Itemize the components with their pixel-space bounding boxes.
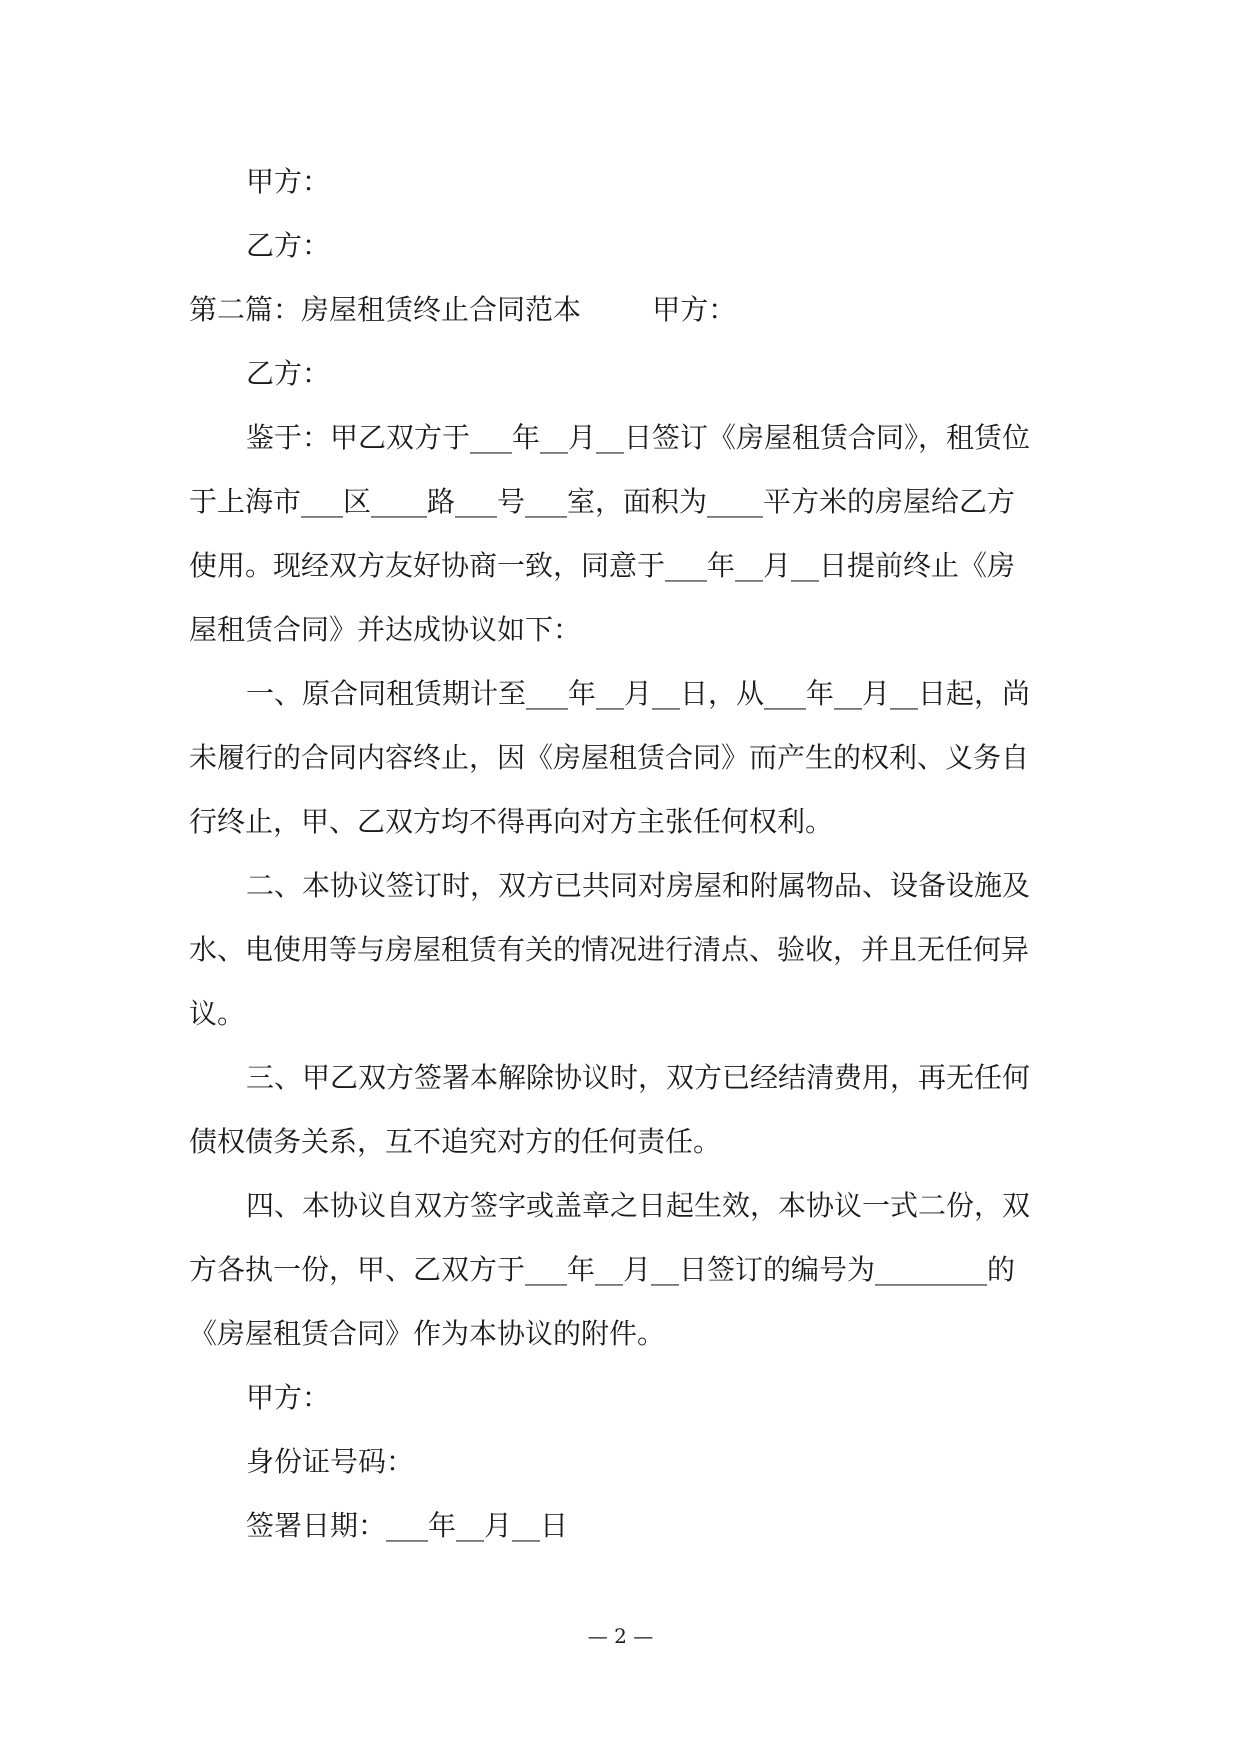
signing-date-label: 签署日期：___年__月__日 (246, 1509, 569, 1542)
clause-1-line-2: 未履行的合同内容终止，因《房屋租赁合同》而产生的权利、义务自 (189, 741, 1030, 774)
clause-4-line-3: 《房屋租赁合同》作为本协议的附件。 (189, 1317, 666, 1350)
clause-2-line-1: 二、本协议签订时，双方已共同对房屋和附属物品、设备设施及 (246, 869, 1031, 902)
clause-4-line-2: 方各执一份，甲、乙双方于___年__月__日签订的编号为________的 (189, 1253, 1016, 1286)
preamble-line-3: 使用。现经双方友好协商一致，同意于___年__月__日提前终止《房 (189, 549, 1016, 582)
clause-1-line-1: 一、原合同租赁期计至___年__月__日，从___年__月__日起，尚 (246, 677, 1031, 710)
party-b-label-top: 乙方： (246, 229, 331, 262)
preamble-line-4: 屋租赁合同》并达成协议如下： (189, 613, 582, 646)
party-a-label-top: 甲方： (246, 165, 331, 198)
clause-2-line-3: 议。 (189, 997, 246, 1030)
clause-1-line-3: 行终止，甲、乙双方均不得再向对方主张任何权利。 (189, 805, 834, 838)
id-number-label: 身份证号码： (246, 1445, 415, 1478)
preamble-line-1: 鉴于：甲乙双方于___年__月__日签订《房屋租赁合同》，租赁位 (246, 421, 1031, 454)
clause-2-line-2: 水、电使用等与房屋租赁有关的情况进行清点、验收，并且无任何异 (189, 933, 1030, 966)
page-number: — 2 — (587, 1624, 654, 1648)
clause-3-line-1: 三、甲乙双方签署本解除协议时，双方已经结清费用，再无任何 (246, 1061, 1031, 1094)
preamble-line-2: 于上海市___区____路___号___室，面积为____平方米的房屋给乙方 (189, 485, 1016, 518)
section-title: 第二篇：房屋租赁终止合同范本 甲方： (189, 293, 737, 326)
clause-3-line-2: 债权债务关系，互不追究对方的任何责任。 (189, 1125, 722, 1158)
party-b-label: 乙方： (246, 357, 331, 390)
party-a-signature-label: 甲方： (246, 1381, 331, 1414)
clause-4-line-1: 四、本协议自双方签字或盖章之日起生效，本协议一式二份，双 (246, 1189, 1031, 1222)
